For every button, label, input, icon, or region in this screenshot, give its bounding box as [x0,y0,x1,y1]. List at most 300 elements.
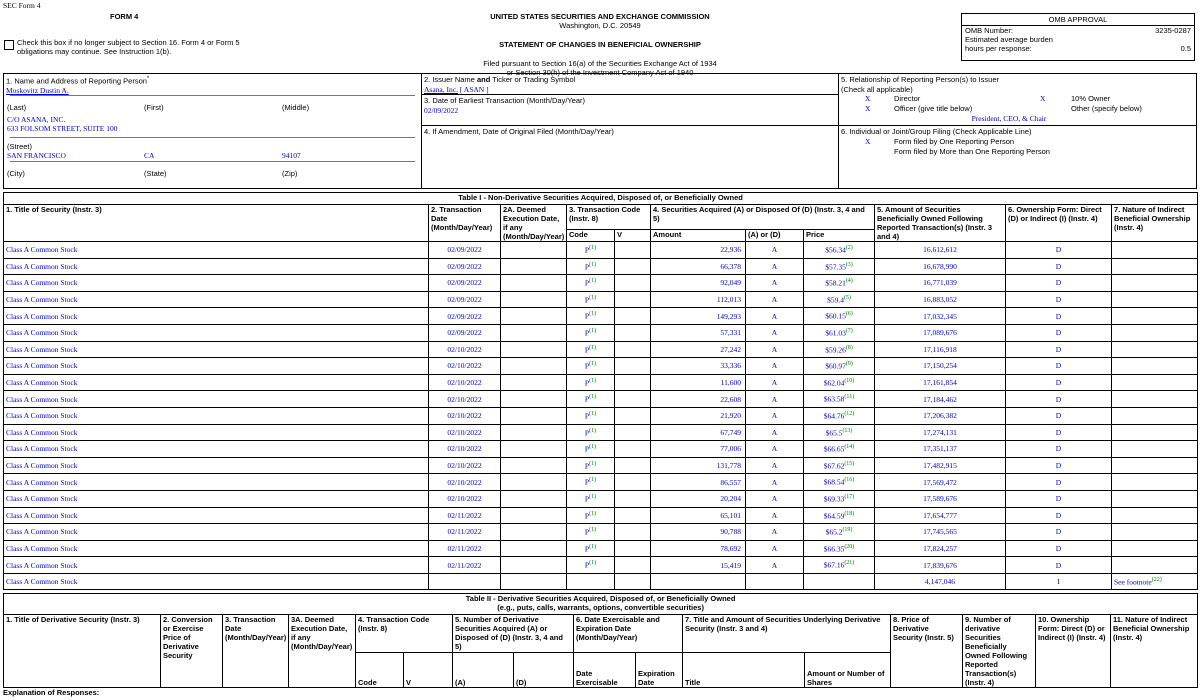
v-cell [615,424,651,441]
amount: 27,242 [651,341,746,358]
a-or-d: A [746,441,804,458]
col-amount-owned: 5. Amount of Securities Beneficially Owned Following Reported Transaction(s) (Instr. 3 and 4) [875,205,1006,242]
table-row [4,507,1198,524]
ownership-form: D [1006,308,1112,325]
price: $67.16$^{(21)}$ [804,557,875,574]
transaction-date: 02/10/2022 [429,341,501,358]
price-footnote-link[interactable]: (8) [845,344,853,351]
security-title-link[interactable]: Class A Common Stock [4,424,429,441]
code-footnote-link[interactable]: (1) [589,560,597,567]
col-deemed-execution-date: 2A. Deemed Execution Date, if any (Month/Day/Year) [501,205,567,242]
code-footnote-link[interactable]: (1) [589,278,597,285]
checkbox-text-2: obligations may continue. See Instruction 1(b). [17,47,172,56]
table-row [4,457,1198,474]
box5-label-1: 5. Relationship of Reporting Person(s) to Issuer [841,75,999,84]
security-title-link[interactable]: Class A Common Stock [4,557,429,574]
col-securities-acquired: 4. Securities Acquired (A) or Disposed Of (D) (Instr. 3, 4 and 5) [651,205,875,230]
v-cell [615,341,651,358]
table-row [4,374,1198,391]
ownership-form: D [1006,341,1112,358]
table-row [4,291,1198,308]
code-footnote-link[interactable]: (1) [589,477,597,484]
price-footnote-link[interactable]: (11) [844,394,855,401]
deemed-date [501,308,567,325]
omb-approval-box [961,13,1195,61]
nature-indirect [1112,242,1198,259]
v-cell [615,441,651,458]
col-transaction-date: 2. Transaction Date (Month/Day/Year) [429,205,501,242]
amount: 92,049 [651,275,746,292]
t2-col-transaction-date: 3. Transaction Date (Month/Day/Year) [223,615,289,688]
security-title-link[interactable]: Class A Common Stock [4,457,429,474]
nature-indirect [1112,291,1198,308]
issuer-value [422,85,838,94]
a-or-d: A [746,557,804,574]
v-cell [615,540,651,557]
transaction-code: $P^{(1)}$ [567,540,615,557]
deemed-date [501,242,567,259]
table-row [4,441,1198,458]
price: $65.2$^{(19)}$ [804,524,875,541]
price-footnote-link[interactable]: (15) [844,460,855,467]
v-cell [615,258,651,275]
t2-subcol-expiration: Expiration Date [636,653,683,688]
transaction-code: $P^{(1)}$ [567,407,615,424]
amount: 112,013 [651,291,746,308]
deemed-date [501,573,567,590]
code-footnote-link[interactable]: (1) [589,394,597,401]
deemed-date [501,324,567,341]
amount-owned: 17,184,462 [875,391,1006,408]
transaction-date: 02/09/2022 [429,308,501,325]
transaction-date: 02/09/2022 [429,275,501,292]
amount: 22,936 [651,242,746,259]
box3-earliest-transaction [421,94,839,126]
deemed-date [501,258,567,275]
v-cell [615,324,651,341]
transaction-code: $P^{(1)}$ [567,441,615,458]
transaction-date: 02/10/2022 [429,474,501,491]
deemed-date [501,557,567,574]
omb-title: OMB APPROVAL [962,14,1194,26]
nature-footnote-link[interactable]: (22) [1151,576,1162,583]
t2-col-title: 1. Title of Derivative Security (Instr. 3) [4,615,161,688]
deemed-date [501,291,567,308]
price-footnote-link[interactable]: (19) [842,527,853,534]
deemed-date [501,341,567,358]
price: $58.21$^{(4)}$ [804,275,875,292]
ticker-symbol: [ ASAN ] [459,85,489,94]
table-row [4,242,1198,259]
price: $57.35$^{(3)}$ [804,258,875,275]
v-cell [615,490,651,507]
price: $62.04$^{(10)}$ [804,374,875,391]
price: $64.59$^{(18)}$ [804,507,875,524]
price-footnote-link[interactable]: (12) [844,410,855,417]
security-title-link[interactable]: Class A Common Stock [4,507,429,524]
deemed-date [501,490,567,507]
a-or-d: A [746,374,804,391]
form-title: FORM 4 [110,12,139,21]
amount-owned: 17,161,854 [875,374,1006,391]
amount: 15,419 [651,557,746,574]
t2-col-date-exercisable: 6. Date Exercisable and Expiration Date (Month/Day/Year) [574,615,683,653]
price-footnote-link[interactable]: (7) [845,328,853,335]
price: $64.76$^{(12)}$ [804,407,875,424]
transaction-date: 02/10/2022 [429,490,501,507]
nature-indirect [1112,424,1198,441]
box1-label: 1. Name and Address of Reporting Person* [6,76,150,86]
transaction-date: 02/10/2022 [429,441,501,458]
box6-label: 6. Individual or Joint/Group Filing (Check Applicable Line) [841,127,1032,136]
t2-col-number-derivative: 5. Number of Derivative Securities Acquired (A) or Disposed of (D) (Instr. 3, 4 and 5) [453,615,574,653]
t2-col-nature: 11. Nature of Indirect Beneficial Ownership (Instr. 4) [1111,615,1198,688]
amount-owned: 17,824,257 [875,540,1006,557]
price-footnote-link[interactable]: (5) [843,294,851,301]
table-1-title: Table I - Non-Derivative Securities Acquired, Disposed of, or Beneficially Owned [4,193,1198,205]
nature-indirect [1112,557,1198,574]
omb-hours-row: hours per response: 0.5 [965,44,1191,53]
amount: 11,600 [651,374,746,391]
t2-subcol-d: (D) [514,653,574,688]
amount: 86,557 [651,474,746,491]
box3-label: 3. Date of Earliest Transaction (Month/Day/Year) [424,96,586,105]
ownership-form: D [1006,275,1112,292]
price-footnote-link[interactable]: (20) [844,543,855,550]
security-title-link[interactable]: Class A Common Stock [4,358,429,375]
t2-col-title-amount: 7. Title and Amount of Securities Underlying Derivative Security (Instr. 3 and 4) [683,615,891,653]
transaction-date: 02/09/2022 [429,324,501,341]
subcol-code: Code [567,230,615,242]
transaction-code: $P^{(1)}$ [567,457,615,474]
code-footnote-link[interactable]: (1) [589,510,597,517]
price-footnote-link[interactable]: (3) [845,261,853,268]
price-footnote-link[interactable]: (13) [842,427,853,434]
section16-checkbox[interactable] [4,40,14,50]
col-nature-indirect: 7. Nature of Indirect Beneficial Ownership (Instr. 4) [1112,205,1198,242]
table-1-non-derivative [3,192,1198,590]
transaction-date: 02/10/2022 [429,407,501,424]
deemed-date [501,524,567,541]
section16-checkbox-area[interactable] [4,38,294,56]
price-footnote-link[interactable]: (18) [844,510,855,517]
page-label: SEC Form 4 [3,1,41,10]
code-footnote-link[interactable]: (1) [589,361,597,368]
price-footnote-link[interactable]: (10) [844,377,855,384]
transaction-code: $P^{(1)}$ [567,524,615,541]
box4-label: 4. If Amendment, Date of Original Filed (Month/Day/Year) [424,127,614,136]
t2-col-number-owned: 9. Number of derivative Securities Beneficially Owned Following Reported Transaction(s) (Instr. 4) [963,615,1036,688]
nature-indirect [1112,374,1198,391]
t2-col-deemed-date: 3A. Deemed Execution Date, if any (Month/Day/Year) [289,615,356,688]
omb-number-row: OMB Number: 3235-0287 [965,26,1191,35]
security-title-link[interactable]: Class A Common Stock [4,291,429,308]
amount-owned: 4,147,046 [875,573,1006,590]
nature-indirect [1112,507,1198,524]
security-title-link[interactable]: Class A Common Stock [4,573,429,590]
v-cell [615,291,651,308]
officer-label: Officer (give title below) [894,104,973,113]
amount: 20,204 [651,490,746,507]
code-footnote-link[interactable]: (1) [589,527,597,534]
transaction-code: $P^{(1)}$ [567,507,615,524]
security-title-link[interactable]: Class A Common Stock [4,258,429,275]
deemed-date [501,507,567,524]
earliest-transaction-date: 02/09/2022 [424,106,459,115]
amount-owned: 17,589,676 [875,490,1006,507]
security-title-link[interactable]: Class A Common Stock [4,341,429,358]
security-title-link[interactable]: Class A Common Stock [4,540,429,557]
nature-indirect [1112,457,1198,474]
transaction-date: 02/11/2022 [429,540,501,557]
director-owner-row [839,94,1196,104]
v-cell [615,457,651,474]
v-cell [615,275,651,292]
price-footnote-link[interactable]: (4) [845,278,853,285]
amount: 21,920 [651,407,746,424]
code-footnote-link[interactable]: (1) [589,427,597,434]
issuer-link[interactable]: Asana, Inc. [424,85,458,94]
code-footnote-link[interactable]: (1) [589,493,597,500]
a-or-d: A [746,424,804,441]
price: $60.97$^{(9)}$ [804,358,875,375]
amount-owned: 16,771,039 [875,275,1006,292]
code-footnote-link[interactable]: (1) [589,261,597,268]
a-or-d: A [746,358,804,375]
v-cell [615,507,651,524]
price: $68.54$^{(16)}$ [804,474,875,491]
amount-owned: 17,654,777 [875,507,1006,524]
transaction-date: 02/10/2022 [429,374,501,391]
transaction-code: $P^{(1)}$ [567,291,615,308]
street-label: (Street) [7,141,33,151]
t2-subcol-v: V [404,653,453,688]
v-cell [615,242,651,259]
t2-col-transaction-code: 4. Transaction Code (Instr. 8) [356,615,453,653]
deemed-date [501,540,567,557]
transaction-code: $P^{(1)}$ [567,275,615,292]
a-or-d [746,573,804,590]
nature-indirect [1112,341,1198,358]
code-footnote-link[interactable]: (1) [589,460,597,467]
ownership-form: D [1006,507,1112,524]
price-footnote-link[interactable]: (17) [844,493,855,500]
a-or-d: A [746,291,804,308]
nature-indirect [1112,524,1198,541]
filed-more-label: Form filed by More than One Reporting Person [894,147,1050,156]
ownership-form: D [1006,474,1112,491]
a-or-d: A [746,507,804,524]
code-footnote-link[interactable]: (1) [589,294,597,301]
t2-col-ownership-form: 10. Ownership Form: Direct (D) or Indirect (I) (Instr. 4) [1036,615,1111,688]
a-or-d: A [746,324,804,341]
v-cell [615,407,651,424]
price: $66.35$^{(20)}$ [804,540,875,557]
officer-x: X [865,104,871,113]
ownership-form: D [1006,457,1112,474]
ownership-form: D [1006,441,1112,458]
amount: 67,749 [651,424,746,441]
amount-owned: 17,569,472 [875,474,1006,491]
director-label: Director [894,94,921,103]
omb-burden-row: Estimated average burden [965,35,1053,44]
ownership-form: D [1006,258,1112,275]
transaction-code: $P^{(1)}$ [567,474,615,491]
address-line-2: 633 FOLSOM STREET, SUITE 100 [7,123,118,133]
amount-owned: 17,482,915 [875,457,1006,474]
nature-indirect [1112,308,1198,325]
col-title-of-security: 1. Title of Security (Instr. 3) [4,205,429,242]
security-title-link[interactable]: Class A Common Stock [4,391,429,408]
ownership-form: D [1006,374,1112,391]
city-state-zip-values: SAN FRANCISCO CA 94107 [7,150,301,160]
address-line-1: C/O ASANA, INC. [7,114,66,124]
code-footnote-link[interactable]: (1) [589,444,597,451]
code-footnote-link[interactable]: (1) [589,377,597,384]
price-footnote-link[interactable]: (14) [844,444,855,451]
agency-name: UNITED STATES SECURITIES AND EXCHANGE COMMISSION [490,12,710,21]
transaction-code: $P^{(1)}$ [567,391,615,408]
a-or-d: A [746,308,804,325]
price-footnote-link[interactable]: (16) [844,477,855,484]
t2-subcol-a: (A) [453,653,514,688]
code-footnote-link[interactable]: (1) [589,311,597,318]
price: $69.33$^{(17)}$ [804,490,875,507]
transaction-code: $P^{(1)}$ [567,424,615,441]
amount-owned: 17,839,676 [875,557,1006,574]
table-row [4,474,1198,491]
code-footnote-link[interactable]: (1) [589,410,597,417]
ownership-form: D [1006,391,1112,408]
security-title-link[interactable]: Class A Common Stock [4,490,429,507]
code-footnote-link[interactable]: (1) [589,344,597,351]
amount-owned: 17,206,382 [875,407,1006,424]
subcol-price: Price [804,230,875,242]
security-title-link[interactable]: Class A Common Stock [4,275,429,292]
security-title-link[interactable]: Class A Common Stock [4,407,429,424]
box5-relationship [838,73,1197,126]
nature-indirect [1112,275,1198,292]
amount: 149,293 [651,308,746,325]
price: $59.4$^{(5)}$ [804,291,875,308]
amount: 78,692 [651,540,746,557]
box5-label-2: (Check all applicable) [841,85,913,94]
a-or-d: A [746,391,804,408]
filed-more-row [839,147,1196,157]
transaction-code [567,573,615,590]
amount: 33,336 [651,358,746,375]
a-or-d: A [746,275,804,292]
transaction-code: $P^{(1)}$ [567,490,615,507]
deemed-date [501,391,567,408]
transaction-code: $P^{(1)}$ [567,341,615,358]
box2-label: 2. Issuer Name and Ticker or Trading Symbol [424,75,576,84]
box1-reporting-person [3,73,422,189]
deemed-date [501,358,567,375]
price: $67.62$^{(15)}$ [804,457,875,474]
price-footnote-link[interactable]: (9) [845,361,853,368]
filed-line-2: or Section 30(h) of the Investment Company Act of 1940 [506,68,694,77]
col-ownership-form: 6. Ownership Form: Direct (D) or Indirect (I) (Instr. 4) [1006,205,1112,242]
price-footnote-link[interactable]: (2) [845,245,853,252]
amount-owned: 17,032,345 [875,308,1006,325]
transaction-date: 02/11/2022 [429,507,501,524]
amount-owned: 16,883,052 [875,291,1006,308]
ownership-form: I [1006,573,1112,590]
officer-title: President, CEO, & Chair [971,114,1047,123]
security-title-link[interactable]: Class A Common Stock [4,474,429,491]
table-2-title: Table II - Derivative Securities Acquired, Disposed of, or Beneficially Owned (e.g., puts, calls, warrants, options, convertible securities) [4,594,1198,615]
subcol-v: V [615,230,651,242]
code-footnote-link[interactable]: (1) [589,328,597,335]
filed-one-row [839,137,1196,147]
ownership-form: D [1006,358,1112,375]
filed-one-label: Form filed by One Reporting Person [894,137,1015,146]
t2-col-conversion-price: 2. Conversion or Exercise Price of Derivative Security [161,615,223,688]
table-row [4,424,1198,441]
transaction-code: $P^{(1)}$ [567,308,615,325]
code-footnote-link[interactable]: (1) [589,543,597,550]
statement-title: STATEMENT OF CHANGES IN BENEFICIAL OWNERSHIP [499,40,701,49]
table-row [4,524,1198,541]
security-title-link[interactable]: Class A Common Stock [4,308,429,325]
nature-indirect [1112,391,1198,408]
amount: 57,331 [651,324,746,341]
security-title-link[interactable]: Class A Common Stock [4,524,429,541]
a-or-d: A [746,242,804,259]
transaction-code: $P^{(1)}$ [567,258,615,275]
deemed-date [501,441,567,458]
price-footnote-link[interactable]: (6) [845,311,853,318]
a-or-d: A [746,457,804,474]
table-row [4,258,1198,275]
price: $66.65$^{(14)}$ [804,441,875,458]
security-title-link[interactable]: Class A Common Stock [4,242,429,259]
security-title-link[interactable]: Class A Common Stock [4,374,429,391]
transaction-date: 02/10/2022 [429,358,501,375]
other-label: Other (specify below) [1071,104,1142,113]
ownership-form: D [1006,424,1112,441]
transaction-date: 02/10/2022 [429,424,501,441]
amount-owned: 17,274,131 [875,424,1006,441]
transaction-date: 02/10/2022 [429,391,501,408]
name-labels-row: (Last) (First) (Middle) [7,102,310,112]
transaction-date: 02/11/2022 [429,524,501,541]
nature-indirect [1112,324,1198,341]
price-footnote-link[interactable]: (21) [844,560,855,567]
price: $59.26$^{(8)}$ [804,341,875,358]
ownership-form: D [1006,407,1112,424]
transaction-code: $P^{(1)}$ [567,374,615,391]
price: $65.5$^{(13)}$ [804,424,875,441]
nature-indirect [1112,441,1198,458]
code-footnote-link[interactable]: (1) [589,245,597,252]
ownership-form: D [1006,324,1112,341]
filed-line-1: Filed pursuant to Section 16(a) of the Securities Exchange Act of 1934 [483,59,717,68]
price: $60.15$^{(6)}$ [804,308,875,325]
security-title-link[interactable]: Class A Common Stock [4,324,429,341]
a-or-d: A [746,474,804,491]
ownership-form: D [1006,557,1112,574]
transaction-date: 02/10/2022 [429,457,501,474]
amount-owned: 17,089,676 [875,324,1006,341]
security-title-link[interactable]: Class A Common Stock [4,441,429,458]
amount: 65,101 [651,507,746,524]
a-or-d: A [746,258,804,275]
deemed-date [501,374,567,391]
reporting-person-name-link[interactable]: Moskovitz Dustin A. [6,85,69,95]
table-row [4,490,1198,507]
